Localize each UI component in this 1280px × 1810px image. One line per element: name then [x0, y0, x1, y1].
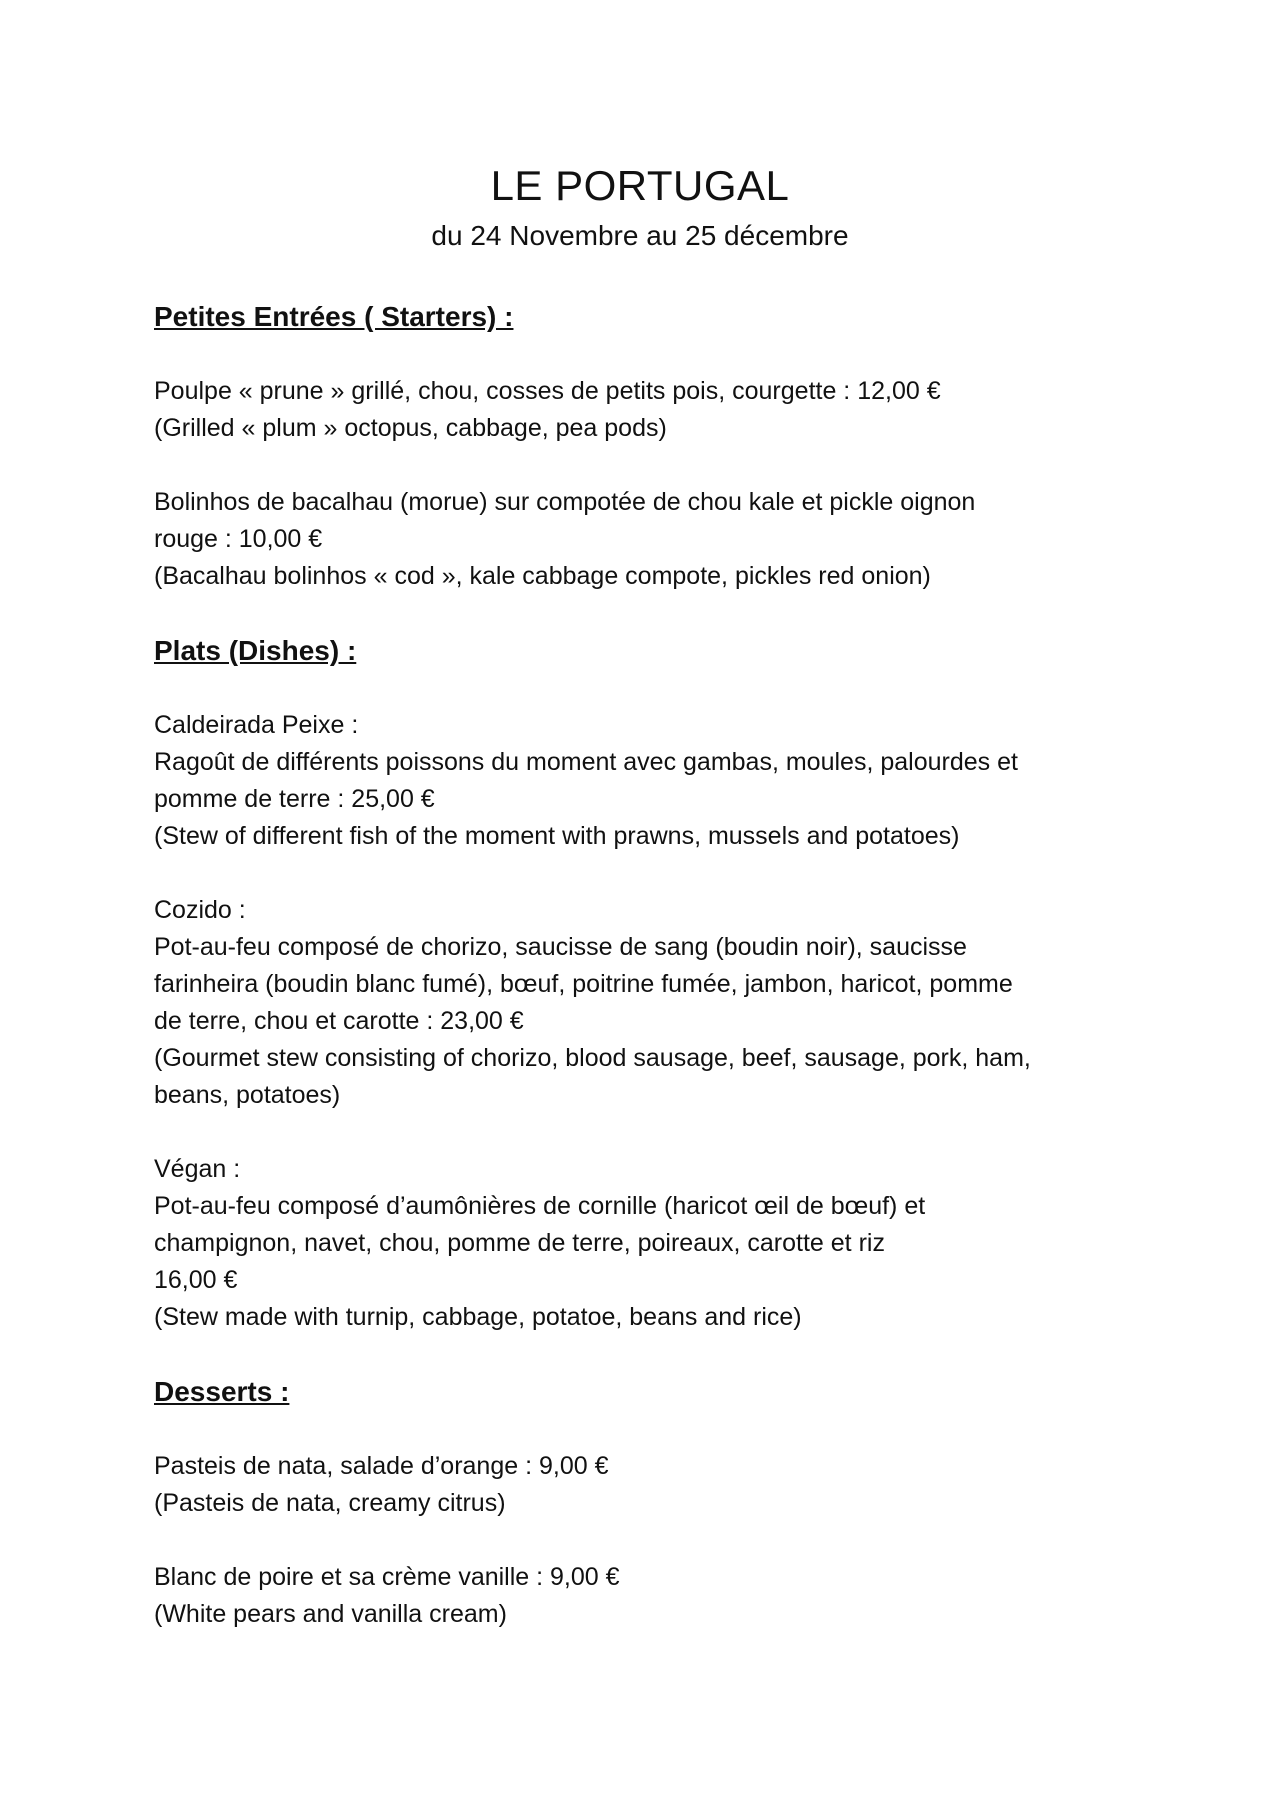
menu-content	[154, 298, 1154, 1633]
menu-item-line: (Pasteis de nata, creamy citrus)	[154, 1489, 506, 1517]
menu-header	[0, 160, 1280, 254]
menu-item-line: pomme de terre : 25,00 €	[154, 785, 435, 813]
menu-item	[154, 707, 1154, 855]
menu-item-list	[154, 373, 1154, 595]
page-title: LE PORTUGAL	[490, 162, 790, 209]
menu-item-line: rouge : 10,00 €	[154, 525, 323, 553]
menu-item-line: Bolinhos de bacalhau (morue) sur compotée de chou kale et pickle oignon	[154, 488, 976, 516]
menu-item-line: Végan :	[154, 1155, 241, 1183]
menu-sections	[154, 298, 1154, 1633]
menu-item-line: (Grilled « plum » octopus, cabbage, pea pods)	[154, 414, 667, 442]
menu-item-line: Blanc de poire et sa crème vanille : 9,00 €	[154, 1563, 620, 1591]
menu-item	[154, 373, 1154, 447]
menu-item	[154, 1151, 1154, 1336]
menu-item-line: Pot-au-feu composé d’aumônières de cornille (haricot œil de bœuf) et	[154, 1192, 926, 1220]
menu-section	[154, 632, 1154, 1336]
menu-item-line: beans, potatoes)	[154, 1081, 341, 1109]
menu-section	[154, 298, 1154, 595]
menu-item	[154, 1559, 1154, 1633]
menu-item-line: (White pears and vanilla cream)	[154, 1600, 507, 1628]
menu-section	[154, 1373, 1154, 1633]
menu-item-line: Pot-au-feu composé de chorizo, saucisse de sang (boudin noir), saucisse	[154, 933, 967, 961]
menu-item	[154, 484, 1154, 595]
menu-item-line: Cozido :	[154, 896, 246, 924]
menu-item-line: (Gourmet stew consisting of chorizo, blood sausage, beef, sausage, pork, ham,	[154, 1044, 1031, 1072]
menu-item-line: Caldeirada Peixe :	[154, 711, 359, 739]
menu-item-line: 16,00 €	[154, 1266, 238, 1294]
menu-item	[154, 892, 1154, 1114]
section-heading: Plats (Dishes) :	[154, 635, 357, 666]
menu-item-line: (Bacalhau bolinhos « cod », kale cabbage compote, pickles red onion)	[154, 562, 931, 590]
menu-item-list	[154, 707, 1154, 1336]
section-heading: Desserts :	[154, 1376, 290, 1407]
menu-item-line: champignon, navet, chou, pomme de terre, poireaux, carotte et riz	[154, 1229, 885, 1257]
menu-item	[154, 1448, 1154, 1522]
menu-item-line: Ragoût de différents poissons du moment avec gambas, moules, palourdes et	[154, 748, 1018, 776]
menu-item-line: farinheira (boudin blanc fumé), bœuf, poitrine fumée, jambon, haricot, pomme	[154, 970, 1013, 998]
date-range-subtitle: du 24 Novembre au 25 décembre	[431, 220, 849, 251]
menu-item-line: Poulpe « prune » grillé, chou, cosses de petits pois, courgette : 12,00 €	[154, 377, 941, 405]
menu-item-line: (Stew made with turnip, cabbage, potatoe, beans and rice)	[154, 1303, 802, 1331]
menu-item-line: Pasteis de nata, salade d’orange : 9,00 €	[154, 1452, 609, 1480]
menu-item-list	[154, 1448, 1154, 1633]
menu-item-line: de terre, chou et carotte : 23,00 €	[154, 1007, 524, 1035]
menu-item-line: (Stew of different fish of the moment with prawns, mussels and potatoes)	[154, 822, 960, 850]
section-heading: Petites Entrées ( Starters) :	[154, 301, 514, 332]
